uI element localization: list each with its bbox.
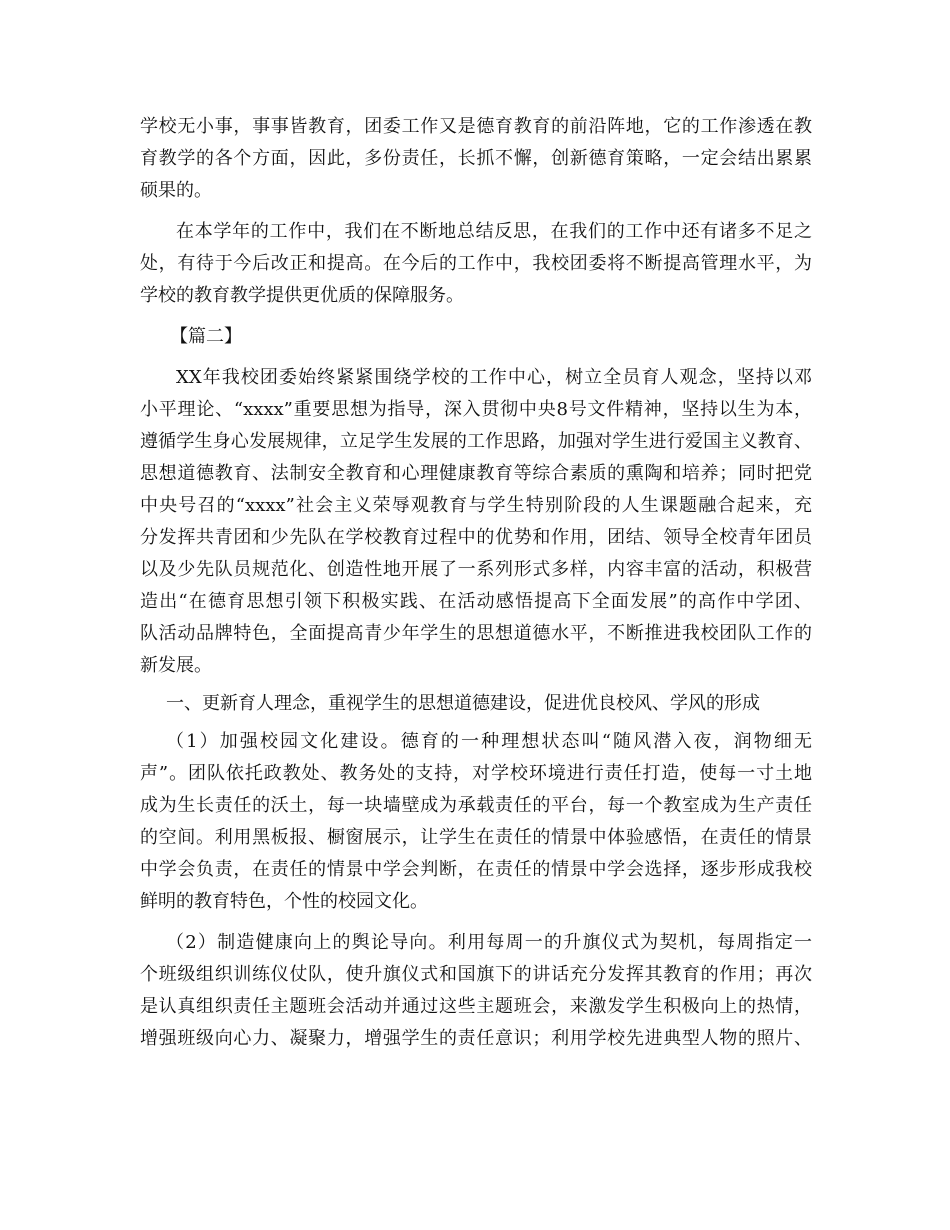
text-line: 遵循学生身心发展规律，立足学生发展的工作思路，加强对学生进行爱国主义教育、 — [140, 431, 812, 452]
text-line: 队活动品牌特色，全面提高青少年学生的思想道德水平，不断推进我校团队工作的 — [140, 623, 812, 644]
document-body — [140, 111, 812, 1055]
text-line: 硕果的。 — [140, 180, 212, 201]
section-heading-text: 【篇二】 — [170, 326, 242, 347]
paragraph — [140, 927, 812, 1055]
text-line: 是认真组织责任主题班会活动并通过这些主题班会，来激发学生积极向上的热情， — [140, 996, 812, 1017]
subsection-heading — [140, 688, 812, 720]
paragraph — [140, 216, 812, 312]
text-line: （2）制造健康向上的舆论导向。利用每周一的升旗仪式为契机，每周指定一 — [166, 932, 812, 953]
text-line: 分发挥共青团和少先队在学校教育过程中的优势和作用，团结、领导全校青年团员 — [140, 527, 812, 548]
text-line: 声”。团队依托政教处、教务处的支持，对学校环境进行责任打造，使每一寸土地 — [140, 763, 812, 784]
text-line: 育教学的各个方面，因此，多份责任，长抓不懈，创新德育策略，一定会结出累累 — [140, 148, 812, 169]
text-line: 以及少先队员规范化、创造性地开展了一系列形式多样，内容丰富的活动，积极营 — [140, 559, 812, 580]
text-line: 学校无小事，事事皆教育，团委工作又是德育教育的前沿阵地，它的工作渗透在教 — [140, 116, 812, 137]
text-line: 处，有待于今后改正和提高。在今后的工作中，我校团委将不断提高管理水平，为 — [140, 253, 812, 274]
text-line: 成为生长责任的沃土，每一块墙壁成为承载责任的平台，每一个教室成为生产责任 — [140, 795, 812, 816]
text-line: 思想道德教育、法制安全教育和心理健康教育等综合素质的熏陶和培养；同时把党 — [140, 463, 812, 484]
text-line: 在本学年的工作中，我们在不断地总结反思，在我们的工作中还有诸多不足之 — [176, 221, 812, 242]
text-line: 中央号召的“xxxx”社会主义荣辱观教育与学生特别阶段的人生课题融合起来，充 — [140, 495, 812, 516]
text-line: 个班级组织训练仪仗队，使升旗仪式和国旗下的讲话充分发挥其教育的作用；再次 — [140, 964, 812, 985]
text-line: XX年我校团委始终紧紧围绕学校的工作中心，树立全员育人观念，坚持以邓 — [176, 367, 812, 388]
section-heading — [140, 321, 812, 353]
text-line: 的空间。利用黑板报、橱窗展示，让学生在责任的情景中体验感悟，在责任的情景 — [140, 827, 812, 848]
text-line: 鲜明的教育特色，个性的校园文化。 — [140, 891, 428, 912]
paragraph — [140, 362, 812, 682]
text-line: 造出“在德育思想引领下积极实践、在活动感悟提高下全面发展”的高作中学团、 — [140, 591, 812, 612]
text-line: （1）加强校园文化建设。德育的一种理想状态叫“随风潜入夜，润物细无 — [166, 731, 812, 752]
text-line: 学校的教育教学提供更优质的保障服务。 — [140, 285, 464, 306]
text-line: 增强班级向心力、凝聚力，增强学生的责任意识；利用学校先进典型人物的照片、 — [140, 1028, 812, 1049]
paragraph — [140, 111, 812, 207]
text-line: 新发展。 — [140, 655, 212, 676]
subsection-heading-text: 一、更新育人理念，重视学生的思想道德建设，促进优良校风、学风的形成 — [166, 693, 760, 714]
text-line: 中学会负责，在责任的情景中学会判断，在责任的情景中学会选择，逐步形成我校 — [140, 859, 812, 880]
paragraph — [140, 726, 812, 918]
text-line: 小平理论、“xxxx”重要思想为指导，深入贯彻中央8号文件精神，坚持以生为本， — [140, 399, 812, 420]
